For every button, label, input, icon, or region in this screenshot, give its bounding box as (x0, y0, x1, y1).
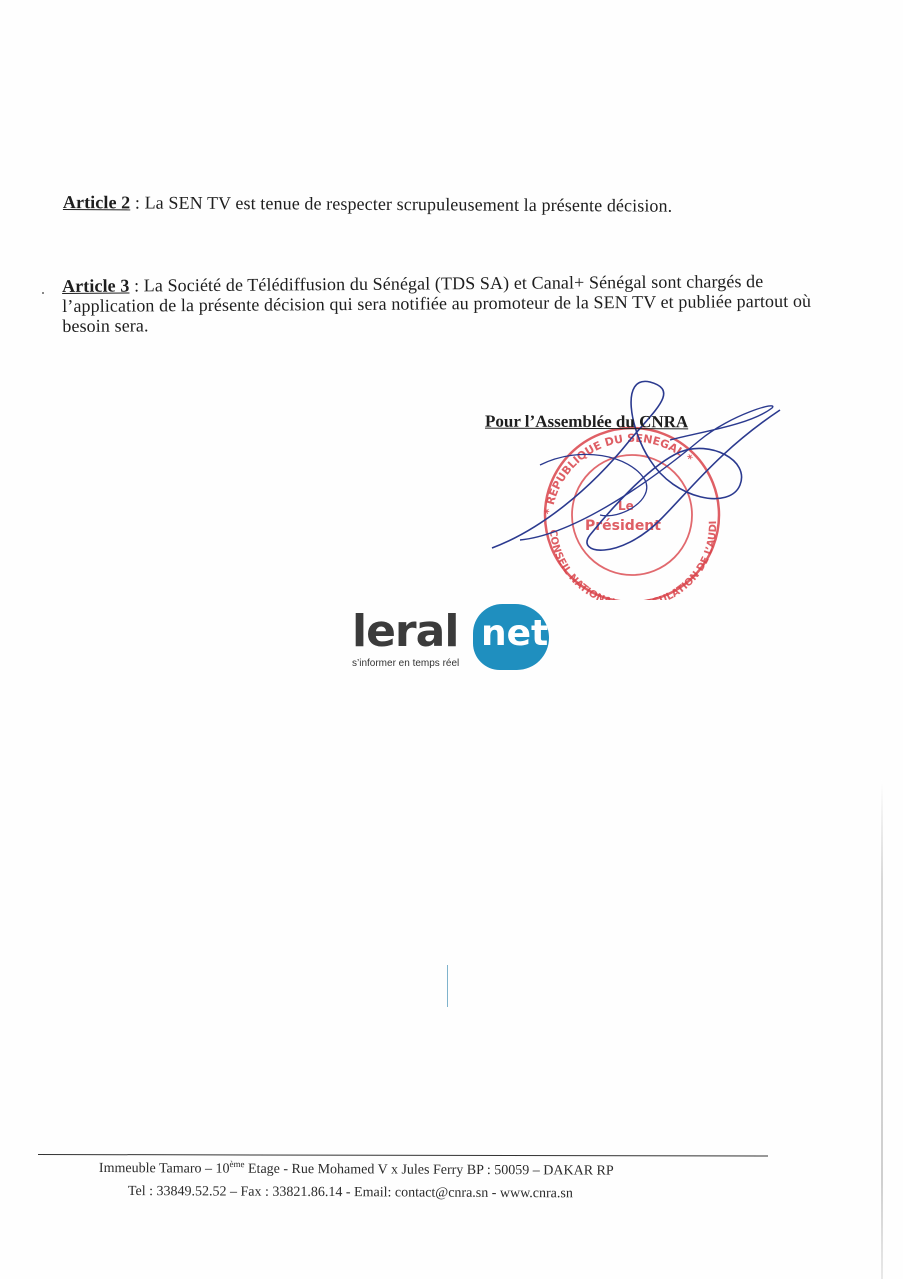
signature-heading: Pour l’Assemblée du CNRA (484, 411, 689, 432)
article-2 (63, 192, 823, 217)
stamp-inner-ring (572, 455, 692, 575)
article-2-label: Article 2 (62, 192, 131, 213)
leral-net-logo (352, 604, 552, 674)
logo-brand-right: net (481, 613, 549, 654)
stamp-svg (480, 370, 800, 600)
footer-address-a: Immeuble Tamaro – 10 (98, 1161, 230, 1177)
article-3-text: : La Société de Télédiffusion du Sénégal (TDS SA) et Canal+ Sénégal sont chargés de l’application de la présente décision qui sera notifiée au promoteur de la SEN TV et publiée partout où besoin sera. (62, 271, 812, 336)
article-3 (62, 271, 812, 336)
footer-contact: Tel : 33849.52.52 – Fax : 33821.86.14 - Email: contact@cnra.sn - www.cnra.sn (127, 1184, 573, 1202)
article-3-label: Article 3 (62, 275, 130, 296)
margin-mark (42, 292, 44, 294)
stamp-arc-text-bottom: CONSEIL NATION ULATION DE L’AUDI (546, 520, 720, 600)
stamp-arc-text-top: * REPUBLIQUE DU SENEGAL * (542, 431, 696, 516)
scan-mark (447, 965, 448, 1007)
article-2-text: : La SEN TV est tenue de respecter scrupuleusement la présente décision. (130, 192, 673, 216)
stamp-inner-president: Président (585, 518, 661, 534)
footer-address-b: Etage - Rue Mohamed V x Jules Ferry BP : 50059 – DAKAR RP (244, 1161, 614, 1179)
stamp-inner-le: Le (618, 499, 634, 513)
official-stamp-and-signature (480, 370, 800, 600)
logo-brand-left: leral (352, 606, 459, 657)
footer-address-sup: ème (229, 1159, 245, 1170)
logo-tagline: s’informer en temps réel (352, 658, 460, 669)
footer-address (99, 1160, 739, 1181)
scan-edge-shadow (881, 780, 883, 1279)
footer-divider (38, 1154, 768, 1157)
